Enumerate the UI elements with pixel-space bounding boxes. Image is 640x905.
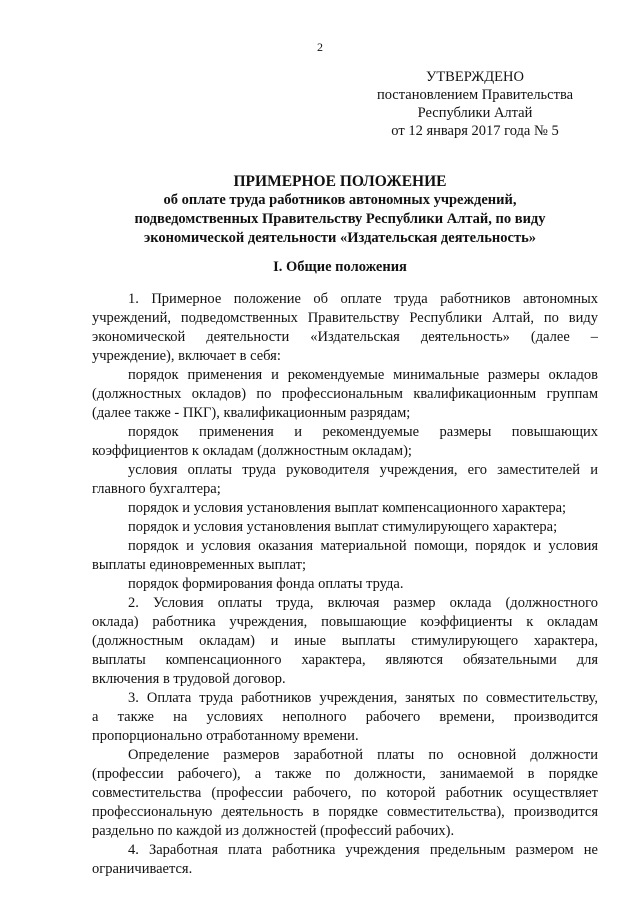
text-line: порядок применения и рекомендуемые минимальные размеры окладов xyxy=(128,367,598,383)
text-line: (профессии рабочего), а также по должности, занимаемой в порядке xyxy=(92,766,598,782)
text-line: порядок и условия установления выплат компенсационного характера; xyxy=(128,500,567,516)
page-number: 2 xyxy=(317,40,323,54)
text-line: экономической деятельности «Издательская деятельность» (далее – xyxy=(92,329,598,345)
text-line: профессиональную деятельность в порядке совместительства), производится xyxy=(92,804,598,820)
text-line: 1. Примерное положение об оплате труда работников автономных xyxy=(128,291,598,307)
text-line: коэффициентов к окладам (должностным окладам); xyxy=(92,443,412,459)
text-line: включения в трудовой договор. xyxy=(92,671,286,687)
text-line: пропорционально отработанному времени. xyxy=(92,728,359,744)
body-text xyxy=(92,290,598,879)
text-line: (должностным окладам) и иные выплаты стимулирующего характера, xyxy=(92,633,598,649)
text-line: выплаты компенсационного характера, являются обязательными для xyxy=(92,652,598,668)
text-line: порядок формирования фонда оплаты труда. xyxy=(128,576,404,592)
text-line: выплаты единовременных выплат; xyxy=(92,557,307,573)
approval-line: УТВЕРЖДЕНО xyxy=(426,69,524,85)
text-line: 2. Условия оплаты труда, включая размер оклада (должностного xyxy=(128,595,598,611)
text-line: совместительства (профессии рабочего, по которой работник осуществляет xyxy=(92,785,598,801)
document-title: ПРИМЕРНОЕ ПОЛОЖЕНИЕ xyxy=(233,173,447,190)
text-line: 4. Заработная плата работника учреждения предельным размером не xyxy=(128,842,598,858)
text-line: (далее также - ПКГ), квалификационным разрядам; xyxy=(92,405,411,421)
text-line: раздельно по каждой из должностей (профессий рабочих). xyxy=(92,823,455,839)
text-line: Определение размеров заработной платы по основной должности xyxy=(128,747,598,763)
approval-line: постановлением Правительства xyxy=(376,87,574,103)
section-title: I. Общие положения xyxy=(273,259,407,275)
text-line: (должностных окладов) по профессиональным квалификационным группам xyxy=(92,386,598,402)
approval-stamp xyxy=(370,68,580,140)
text-line: учреждение), включает в себя: xyxy=(92,348,281,364)
text-line: порядок и условия установления выплат стимулирующего характера; xyxy=(128,519,558,535)
text-line: порядок применения и рекомендуемые размеры повышающих xyxy=(128,424,598,440)
text-line: условия оплаты труда руководителя учреждения, его заместителей и xyxy=(128,462,598,478)
text-line: главного бухгалтера; xyxy=(92,481,221,497)
document-subtitle-line: об оплате труда работников автономных учреждений, xyxy=(163,192,517,208)
text-line: ограничивается. xyxy=(92,861,193,877)
document-heading xyxy=(80,172,600,248)
text-line: 3. Оплата труда работников учреждения, занятых по совместительству, xyxy=(128,690,598,706)
document-subtitle-line: подведомственных Правительству Республики Алтай, по виду xyxy=(134,211,546,227)
document-subtitle-line: экономической деятельности «Издательская деятельность» xyxy=(144,230,536,246)
approval-line: от 12 января 2017 года № 5 xyxy=(391,123,559,139)
text-line: оклада) работника учреждения, повышающие коэффициенты к окладам xyxy=(92,614,598,630)
text-line: а также на условиях неполного рабочего времени, производится xyxy=(92,709,598,725)
text-line: порядок и условия оказания материальной помощи, порядок и условия xyxy=(128,538,598,554)
approval-line: Республики Алтай xyxy=(417,105,533,121)
text-line: учреждений, подведомственных Правительству Республики Алтай, по виду xyxy=(92,310,598,326)
